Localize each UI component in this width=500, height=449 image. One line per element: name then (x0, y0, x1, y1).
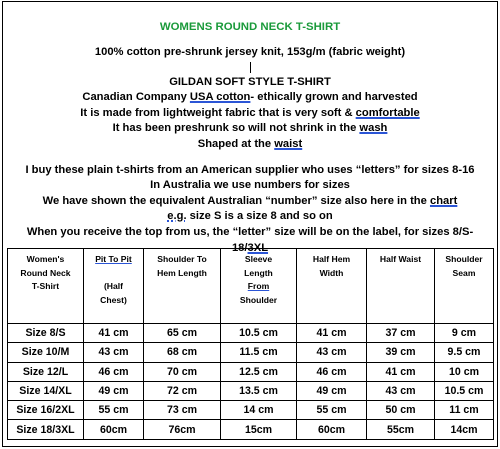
brand-line: GILDAN SOFT STYLE T-SHIRT (169, 75, 331, 88)
shoulder-seam-value: 14cm (435, 420, 494, 439)
sizing-info (3, 163, 497, 257)
half-hem-value: 41 cm (297, 324, 367, 343)
pit-to-pit-value: 41 cm (84, 324, 144, 343)
size-label: Size 12/L (8, 362, 84, 381)
half-hem-value: 55 cm (297, 401, 367, 420)
text-cursor (3, 61, 497, 75)
size-label: Size 16/2XL (8, 401, 84, 420)
size-table (7, 248, 494, 440)
eg-text: e.g. (167, 210, 187, 223)
header-shoulder-seam: Shoulder Seam (435, 249, 494, 324)
header-garment: Women's Round Neck T-Shirt (8, 249, 84, 324)
header-half-waist: Half Waist (367, 249, 435, 324)
info-line-1: I buy these plain t-shirts from an American supplier who uses “letters” for sizes 8-16 (25, 163, 475, 176)
sleeve-length-value: 10.5 cm (221, 324, 297, 343)
pit-to-pit-value: 60cm (84, 420, 144, 439)
document-title: WOMENS ROUND NECK T-SHIRT (159, 21, 341, 33)
half-hem-value: 43 cm (297, 343, 367, 362)
shaped-line: Shaped at the waist (197, 137, 303, 150)
table-row (8, 343, 494, 362)
header-pit-to-pit: Pit To Pit (Half Chest) (84, 249, 144, 324)
product-description (3, 45, 497, 153)
made-line: It is made from lightweight fabric that is very soft & comfortable (80, 106, 420, 119)
half-hem-value: 60cm (297, 420, 367, 439)
sleeve-length-value: 12.5 cm (221, 362, 297, 381)
half-waist-value: 39 cm (367, 343, 435, 362)
table-row (8, 362, 494, 381)
table-row (8, 420, 494, 439)
info-line-6: 18/3XL (231, 241, 269, 254)
fabric-line: 100% cotton pre-shrunk jersey knit, 153g/m (fabric weight) (94, 46, 406, 58)
half-waist-value: 41 cm (367, 362, 435, 381)
pit-to-pit-value: 55 cm (84, 401, 144, 420)
sleeve-length-value: 11.5 cm (221, 343, 297, 362)
shoulder-to-hem-value: 65 cm (144, 324, 221, 343)
half-hem-value: 49 cm (297, 381, 367, 400)
wash-text: wash (359, 122, 388, 135)
shoulder-seam-value: 10 cm (435, 362, 494, 381)
info-line-4: e.g. size S is a size 8 and so on (167, 210, 333, 223)
shoulder-to-hem-value: 70 cm (144, 362, 221, 381)
table-row (8, 401, 494, 420)
company-line: Canadian Company USA cotton- ethically grown and harvested (82, 91, 418, 104)
shoulder-to-hem-value: 76cm (144, 420, 221, 439)
shoulder-to-hem-value: 73 cm (144, 401, 221, 420)
shoulder-seam-value: 11 cm (435, 401, 494, 420)
table-header-row (8, 249, 494, 324)
header-sleeve-length: Sleeve Length From Shoulder (221, 249, 297, 324)
half-waist-value: 43 cm (367, 381, 435, 400)
sleeve-length-value: 13.5 cm (221, 381, 297, 400)
size-label: Size 18/3XL (8, 420, 84, 439)
info-line-5: When you receive the top from us, the “letter” size will be on the label, for sizes 8/S- (26, 225, 474, 238)
chart-text: chart (429, 194, 458, 207)
shoulder-seam-value: 10.5 cm (435, 381, 494, 400)
size-label: Size 14/XL (8, 381, 84, 400)
half-waist-value: 37 cm (367, 324, 435, 343)
info-line-2: In Australia we use numbers for sizes (150, 179, 350, 192)
info-line-3: We have shown the equivalent Australian “number” size also here in the chart (42, 194, 458, 207)
shoulder-seam-value: 9 cm (435, 324, 494, 343)
table-row (8, 324, 494, 343)
table-row (8, 381, 494, 400)
shoulder-seam-value: 9.5 cm (435, 343, 494, 362)
pit-to-pit-value: 46 cm (84, 362, 144, 381)
size-label: Size 10/M (8, 343, 84, 362)
waist-text: waist (274, 137, 303, 150)
pit-to-pit-value: 49 cm (84, 381, 144, 400)
half-waist-value: 50 cm (367, 401, 435, 420)
header-half-hem: Half Hem Width (297, 249, 367, 324)
header-shoulder-to-hem: Shoulder To Hem Length (144, 249, 221, 324)
half-waist-value: 55cm (367, 420, 435, 439)
preshrunk-line: It has been preshrunk so will not shrink in the wash (112, 122, 388, 135)
shoulder-to-hem-value: 68 cm (144, 343, 221, 362)
sleeve-length-value: 15cm (221, 420, 297, 439)
sleeve-length-value: 14 cm (221, 401, 297, 420)
size-chart-document (2, 1, 498, 447)
half-hem-value: 46 cm (297, 362, 367, 381)
shoulder-to-hem-value: 72 cm (144, 381, 221, 400)
pit-to-pit-value: 43 cm (84, 343, 144, 362)
usa-cotton-text: USA cotton (189, 91, 251, 104)
comfortable-text: comfortable (355, 106, 420, 119)
size-label: Size 8/S (8, 324, 84, 343)
3xl-text: 3XL (247, 241, 269, 254)
